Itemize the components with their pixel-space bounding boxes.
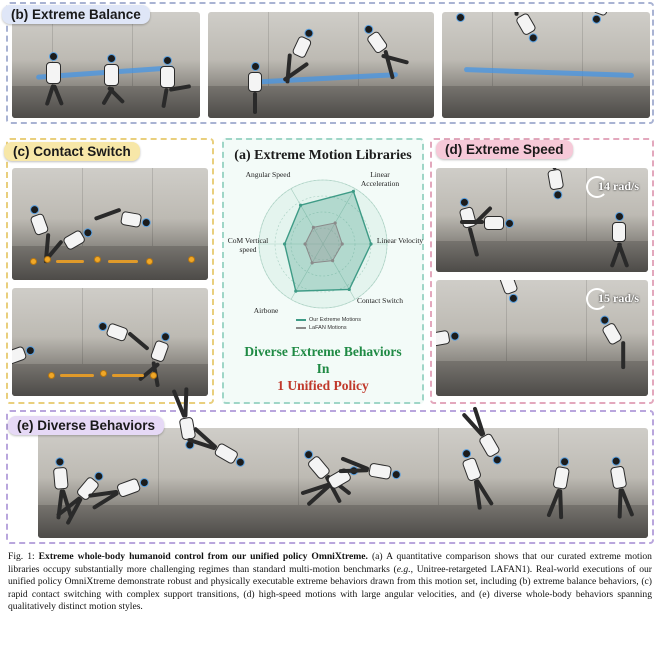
- radar-point: [331, 259, 334, 262]
- radar-point: [312, 226, 315, 229]
- robot-torso: [461, 457, 482, 482]
- radar-point: [299, 204, 302, 207]
- axis-label-linear-velocity: Linear Velocity: [376, 236, 424, 245]
- caption-eg: e.g.: [396, 563, 411, 575]
- radar-point: [311, 261, 314, 264]
- tagline-diverse: Diverse Extreme Behaviors: [244, 344, 402, 359]
- panel-b-title: (b) Extreme Balance: [2, 5, 150, 24]
- balance-photo-2: [208, 12, 434, 118]
- contact-arrow: [60, 374, 94, 377]
- legend-swatch: [296, 327, 306, 329]
- caption-body-2: , Unitree-retargeted LAFAN1). Real-world executions of our unified policy OmniXtreme demonstrate robust and physically executable extreme behaviors drawn from this motion set, including (b) extreme balance behaviors, (c) rapid contact switching with complex support transitions, (d) high-speed motions with large angular velocities, and (e) diverse whole-body behaviors spanning qualitatively distinct motion styles.: [8, 563, 652, 613]
- speed-label-1: 14 rad/s: [598, 179, 640, 193]
- robot-leg: [339, 468, 369, 473]
- tagline-in: In: [316, 361, 330, 376]
- panel-contact-switch: [6, 138, 214, 404]
- panel-motion-libraries: [222, 138, 424, 404]
- contact-point-marker: [188, 256, 195, 263]
- contact-point-marker: [94, 256, 101, 263]
- axis-label-com-vertical-speed: CoM Vertical speed: [227, 236, 269, 254]
- panel-e-title: (e) Diverse Behaviors: [8, 416, 164, 435]
- panel-extreme-speed: [430, 138, 654, 404]
- legend-entry-lafan: LaFAN Motions: [296, 325, 347, 331]
- figure-caption: [8, 551, 652, 614]
- radar-point: [303, 242, 306, 245]
- legend-entry-ours: Our Extreme Motions: [296, 317, 361, 323]
- legend-swatch: [296, 319, 306, 321]
- axis-label-airbone: Airbone: [253, 306, 279, 315]
- speed-label-2: 15 rad/s: [598, 291, 640, 305]
- radar-point: [294, 290, 297, 293]
- contact-arrow: [56, 260, 84, 263]
- axis-label-angular-speed: Angular Speed: [245, 170, 291, 179]
- balance-photo-1: [12, 12, 200, 118]
- contact-point-marker: [100, 370, 107, 377]
- panel-d-title: (d) Extreme Speed: [436, 140, 573, 159]
- speed-photo-2: [436, 280, 648, 396]
- axis-label-contact-switch: Contact Switch: [356, 296, 404, 305]
- robot-torso: [116, 477, 141, 498]
- robot-torso: [53, 467, 69, 490]
- contact-point-marker: [44, 256, 51, 263]
- robot-head: [391, 469, 401, 479]
- radar-title: (a) Extreme Motion Libraries: [234, 148, 412, 163]
- contact-photo-1: [12, 168, 208, 280]
- speed-photo-1: [436, 168, 648, 272]
- contact-point-marker: [150, 372, 157, 379]
- tagline-unified-policy: 1 Unified Policy: [277, 378, 369, 393]
- caption-title: Extreme whole-body humanoid control from our unified policy OmniXtreme.: [38, 551, 368, 562]
- balance-photo-3: [442, 12, 650, 118]
- contact-photo-2: [12, 288, 208, 396]
- robot-torso: [368, 462, 392, 480]
- radar-point: [341, 242, 344, 245]
- contact-point-marker: [30, 258, 37, 265]
- radar-point: [352, 190, 355, 193]
- robot-head: [55, 457, 65, 467]
- robot-head: [611, 456, 621, 466]
- contact-point-marker: [146, 258, 153, 265]
- radar-point: [334, 221, 337, 224]
- contact-arrow: [108, 260, 138, 263]
- caption-body-1: (a) A quantitative comparison shows that our curated extreme motion libraries occupy substantially more challenging regimes than standard multi-motion benchmarks (: [8, 551, 652, 575]
- robot-torso: [552, 466, 570, 490]
- robot-leg: [558, 489, 563, 519]
- contact-arrow: [112, 374, 144, 377]
- caption-label: Fig. 1:: [8, 551, 39, 562]
- balance-trajectory-3: [464, 67, 634, 78]
- balance-trajectory-2: [248, 72, 398, 85]
- panel-c-title: (c) Contact Switch: [4, 142, 140, 161]
- diverse-robot-strip: [38, 428, 648, 538]
- radar-point: [283, 242, 286, 245]
- contact-point-marker: [48, 372, 55, 379]
- robot-head: [559, 457, 569, 467]
- axis-label-linear-acceleration: Linear Acceleration: [360, 170, 400, 188]
- robot-torso: [610, 465, 628, 489]
- radar-point: [348, 288, 351, 291]
